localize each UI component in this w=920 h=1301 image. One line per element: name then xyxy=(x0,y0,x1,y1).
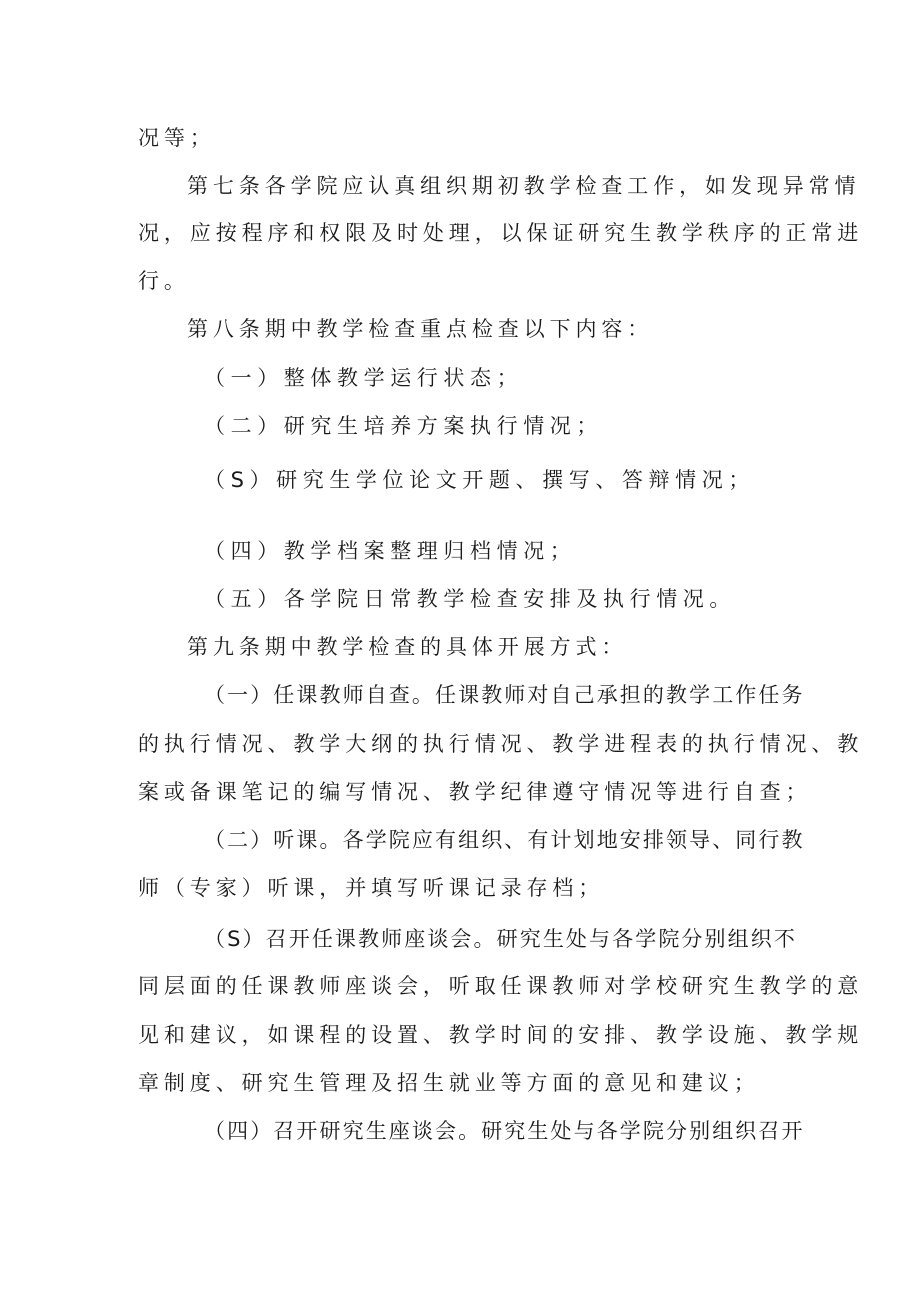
text-line: （二）研究生培养方案执行情况； xyxy=(204,414,603,438)
text-line: 第八条期中教学检查重点检查以下内容： xyxy=(187,317,654,341)
text-line: （S）研究生学位论文开题、撰写、答辩情况； xyxy=(204,468,755,492)
text-line: 第七条各学院应认真组织期初教学检查工作，如发现异常情 xyxy=(187,174,861,198)
text-line: （四）召开研究生座谈会。研究生处与各学院分别组织召开 xyxy=(204,1119,805,1143)
text-line: （五）各学院日常教学检查安排及执行情况。 xyxy=(204,587,736,611)
text-line: （二）听课。各学院应有组织、有计划地安排领导、同行教 xyxy=(204,828,805,852)
text-line: 案或备课笔记的编写情况、教学纪律遵守情况等进行自查； xyxy=(138,780,812,804)
text-line: 况，应按程序和权限及时处理，以保证研究生教学秩序的正常进 xyxy=(138,221,864,245)
text-line: （S）召开任课教师座谈会。研究生处与各学院分别组织不 xyxy=(204,927,797,951)
text-line: 的执行情况、教学大纲的执行情况、教学进程表的执行情况、教 xyxy=(138,732,864,756)
text-line: （一）任课教师自查。任课教师对自己承担的教学工作任务 xyxy=(204,683,805,707)
text-line: （一）整体教学运行状态； xyxy=(204,366,524,390)
text-line: 行。 xyxy=(138,269,190,293)
text-line: 同层面的任课教师座谈会，听取任课教师对学校研究生教学的意 xyxy=(138,974,864,998)
text-line: 况等； xyxy=(138,126,216,150)
text-line: 师（专家）听课，并填写听课记录存档； xyxy=(138,876,605,900)
text-line: 章制度、研究生管理及招生就业等方面的意见和建议； xyxy=(138,1071,760,1095)
text-line: 见和建议，如课程的设置、教学时间的安排、教学设施、教学规 xyxy=(138,1023,864,1047)
text-line: 第九条期中教学检查的具体开展方式： xyxy=(187,635,628,659)
text-line: （四）教学档案整理归档情况； xyxy=(204,539,577,563)
